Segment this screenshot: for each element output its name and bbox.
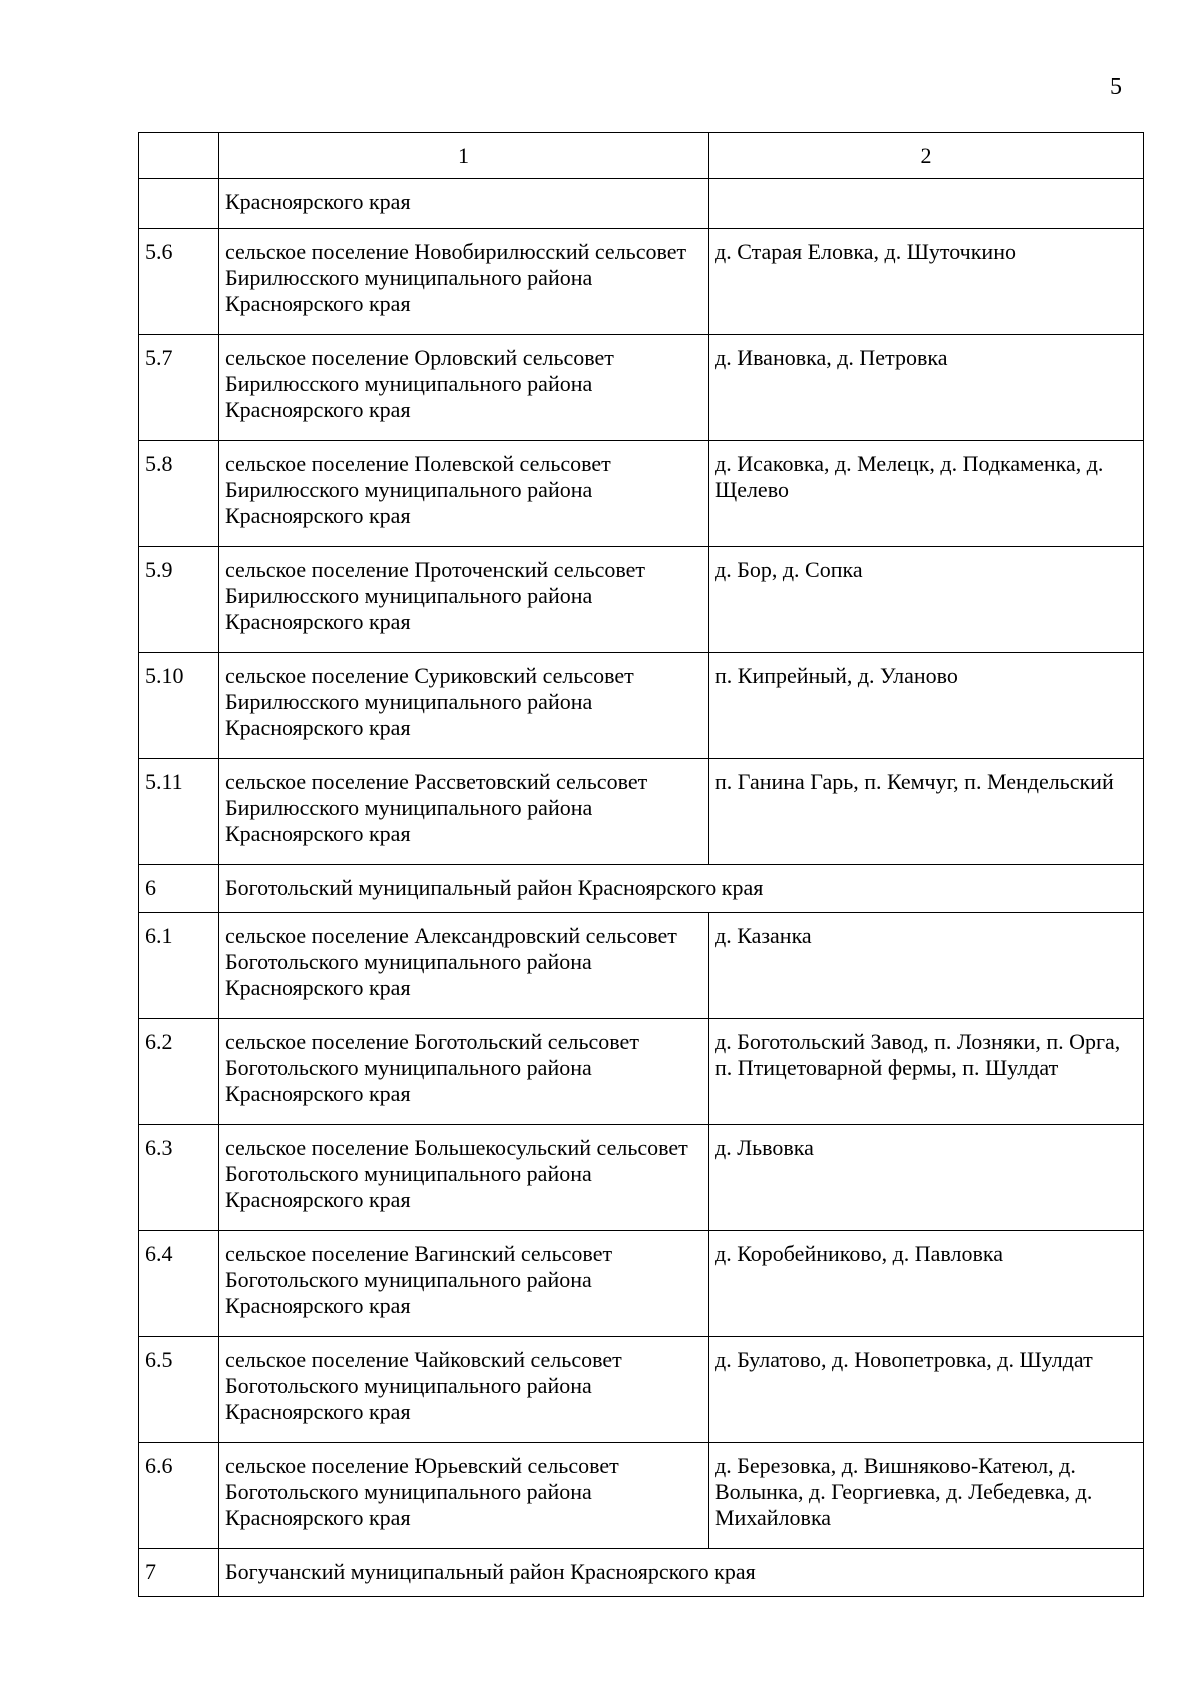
continuation-row	[139, 179, 1144, 229]
row-places	[709, 179, 1144, 229]
row-places: д. Львовка	[709, 1125, 1144, 1231]
header-col-1: 1	[219, 133, 709, 179]
table-row	[139, 913, 1144, 1019]
settlements-table	[138, 132, 1144, 1597]
section-row	[139, 1549, 1144, 1597]
row-name: сельское поселение Суриковский сельсовет Бирилюсского муниципального района Красноярского края	[219, 653, 709, 759]
row-places: д. Булатово, д. Новопетровка, д. Шулдат	[709, 1337, 1144, 1443]
section-num: 7	[139, 1549, 219, 1597]
table-row	[139, 653, 1144, 759]
row-num: 6.4	[139, 1231, 219, 1337]
row-places: п. Ганина Гарь, п. Кемчуг, п. Мендельский	[709, 759, 1144, 865]
header-col-2: 2	[709, 133, 1144, 179]
row-places: д. Березовка, д. Вишняково-Катеюл, д. Волынка, д. Георгиевка, д. Лебедевка, д. Михайловка	[709, 1443, 1144, 1549]
row-name: сельское поселение Проточенский сельсовет Бирилюсского муниципального района Красноярского края	[219, 547, 709, 653]
row-name: сельское поселение Орловский сельсовет Бирилюсского муниципального района Красноярского края	[219, 335, 709, 441]
table-row	[139, 1125, 1144, 1231]
row-name: сельское поселение Боготольский сельсовет Боготольского муниципального района Красноярского края	[219, 1019, 709, 1125]
table-row	[139, 1337, 1144, 1443]
row-name: сельское поселение Большекосульский сельсовет Боготольского муниципального района Красноярского края	[219, 1125, 709, 1231]
row-name: сельское поселение Новобирилюсский сельсовет Бирилюсского муниципального района Красноярского края	[219, 229, 709, 335]
table-row	[139, 1019, 1144, 1125]
table-row	[139, 335, 1144, 441]
section-row	[139, 865, 1144, 913]
row-num: 5.6	[139, 229, 219, 335]
row-num: 6.5	[139, 1337, 219, 1443]
row-num: 5.8	[139, 441, 219, 547]
row-places: п. Кипрейный, д. Уланово	[709, 653, 1144, 759]
row-places: д. Коробейниково, д. Павловка	[709, 1231, 1144, 1337]
row-places: д. Казанка	[709, 913, 1144, 1019]
row-places: д. Боготольский Завод, п. Лозняки, п. Орга, п. Птицетоварной фермы, п. Шулдат	[709, 1019, 1144, 1125]
row-num: 6.2	[139, 1019, 219, 1125]
row-name: сельское поселение Полевской сельсовет Бирилюсского муниципального района Красноярского края	[219, 441, 709, 547]
row-num	[139, 179, 219, 229]
table-row	[139, 1443, 1144, 1549]
table-header-row	[139, 133, 1144, 179]
row-num: 5.11	[139, 759, 219, 865]
row-num: 6.3	[139, 1125, 219, 1231]
row-num: 5.9	[139, 547, 219, 653]
header-num-cell	[139, 133, 219, 179]
row-name: сельское поселение Вагинский сельсовет Боготольского муниципального района Красноярского края	[219, 1231, 709, 1337]
row-num: 5.7	[139, 335, 219, 441]
table-row	[139, 441, 1144, 547]
table-row	[139, 759, 1144, 865]
section-title: Богучанский муниципальный район Красноярского края	[219, 1549, 1144, 1597]
row-places: д. Старая Еловка, д. Шуточкино	[709, 229, 1144, 335]
section-num: 6	[139, 865, 219, 913]
table-row	[139, 1231, 1144, 1337]
table-row	[139, 547, 1144, 653]
table-row	[139, 229, 1144, 335]
row-num: 6.6	[139, 1443, 219, 1549]
section-title: Боготольский муниципальный район Красноярского края	[219, 865, 1144, 913]
row-name: сельское поселение Юрьевский сельсовет Боготольского муниципального района Красноярского края	[219, 1443, 709, 1549]
row-places: д. Бор, д. Сопка	[709, 547, 1144, 653]
row-num: 5.10	[139, 653, 219, 759]
page-number: 5	[1110, 74, 1122, 100]
row-places: д. Исаковка, д. Мелецк, д. Подкаменка, д. Щелево	[709, 441, 1144, 547]
row-places: д. Ивановка, д. Петровка	[709, 335, 1144, 441]
row-name: сельское поселение Александровский сельсовет Боготольского муниципального района Красноярского края	[219, 913, 709, 1019]
row-num: 6.1	[139, 913, 219, 1019]
row-name: сельское поселение Чайковский сельсовет Боготольского муниципального района Красноярского края	[219, 1337, 709, 1443]
row-name: сельское поселение Рассветовский сельсовет Бирилюсского муниципального района Красноярского края	[219, 759, 709, 865]
row-name: Красноярского края	[219, 179, 709, 229]
